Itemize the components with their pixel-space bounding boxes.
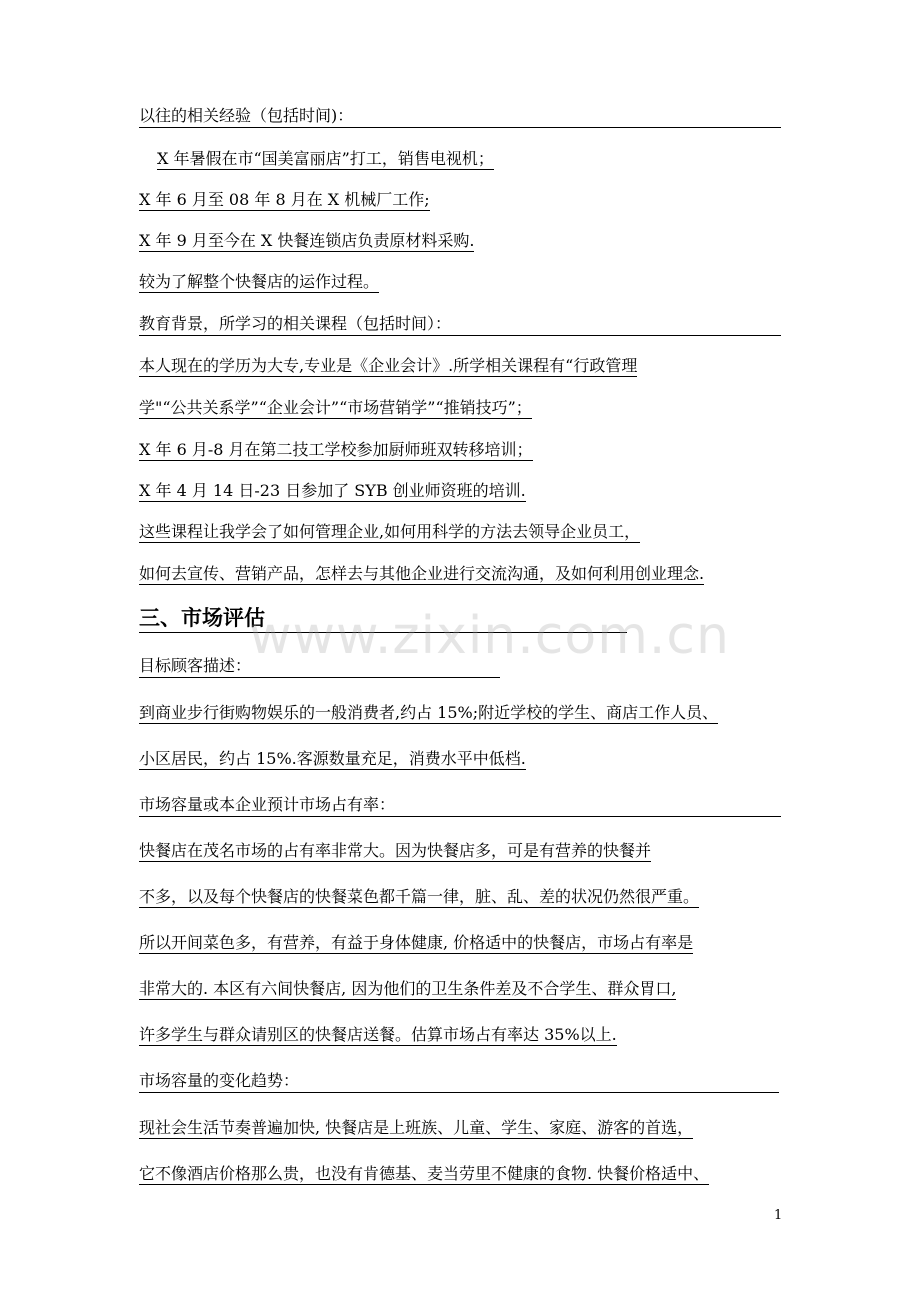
- market-line-4: 非常大的. 本区有六间快餐店, 因为他们的卫生条件差及不合学生、群众胃口,: [139, 979, 677, 998]
- education-line-6: 如何去宣传、营销产品，怎样去与其他企业进行交流沟通，及如何利用创业理念.: [139, 564, 705, 583]
- experience-line-4: 较为了解整个快餐店的运作过程。: [139, 272, 380, 291]
- label-market-trend: 市场容量的变化趋势：: [139, 1071, 779, 1093]
- trend-line-1: 现社会生活节奏普遍加快, 快餐店是上班族、儿童、学生、家庭、游客的首选，: [139, 1118, 694, 1137]
- education-line-3: X 年 6 月-8 月在第二技工学校参加厨师班双转移培训；: [139, 440, 533, 459]
- watermark: www.zixin.com.cn: [249, 606, 730, 666]
- section-heading: 三、市场评估: [139, 604, 627, 633]
- customers-line-2: 小区居民，约占 15%.客源数量充足，消费水平中低档.: [139, 749, 526, 768]
- experience-line-2: X 年 6 月至 08 年 8 月在 X 机械厂工作;: [139, 190, 430, 209]
- page-number: 1: [774, 1208, 783, 1223]
- education-line-2: 学"“公共关系学”“企业会计”“市场营销学”“推销技巧”；: [139, 398, 532, 417]
- label-market-share: 市场容量或本企业预计市场占有率：: [139, 795, 781, 817]
- market-line-5: 许多学生与群众请别区的快餐店送餐。估算市场占有率达 35%以上.: [139, 1025, 617, 1044]
- market-line-2: 不多，以及每个快餐店的快餐菜色都千篇一律，脏、乱、差的状况仍然很严重。: [139, 887, 700, 906]
- label-experience: 以往的相关经验（包括时间)：: [139, 106, 781, 128]
- label-target-customers: 目标顾客描述：: [139, 656, 500, 678]
- education-line-4: X 年 4 月 14 日-23 日参加了 SYB 创业师资班的培训.: [139, 481, 526, 500]
- label-education: 教育背景，所学习的相关课程（包括时间）：: [139, 314, 781, 336]
- trend-line-2: 它不像酒店价格那么贵，也没有肯德基、麦当劳里不健康的食物. 快餐价格适中、: [139, 1164, 710, 1183]
- experience-line-1: X 年暑假在市“国美富丽店”打工，销售电视机；: [157, 149, 494, 168]
- experience-line-3: X 年 9 月至今在 X 快餐连锁店负责原材料采购.: [139, 231, 475, 250]
- education-line-5: 这些课程让我学会了如何管理企业,如何用科学的方法去领导企业员工，: [139, 522, 641, 541]
- market-line-3: 所以开间菜色多，有营养，有益于身体健康, 价格适中的快餐店，市场占有率是: [139, 933, 694, 952]
- education-line-1: 本人现在的学历为大专,专业是《企业会计》.所学相关课程有“行政管理: [139, 356, 638, 375]
- customers-line-1: 到商业步行街购物娱乐的一般消费者,约占 15%;附近学校的学生、商店工作人员、: [139, 703, 719, 722]
- market-line-1: 快餐店在茂名市场的占有率非常大。因为快餐店多，可是有营养的快餐并: [139, 841, 652, 860]
